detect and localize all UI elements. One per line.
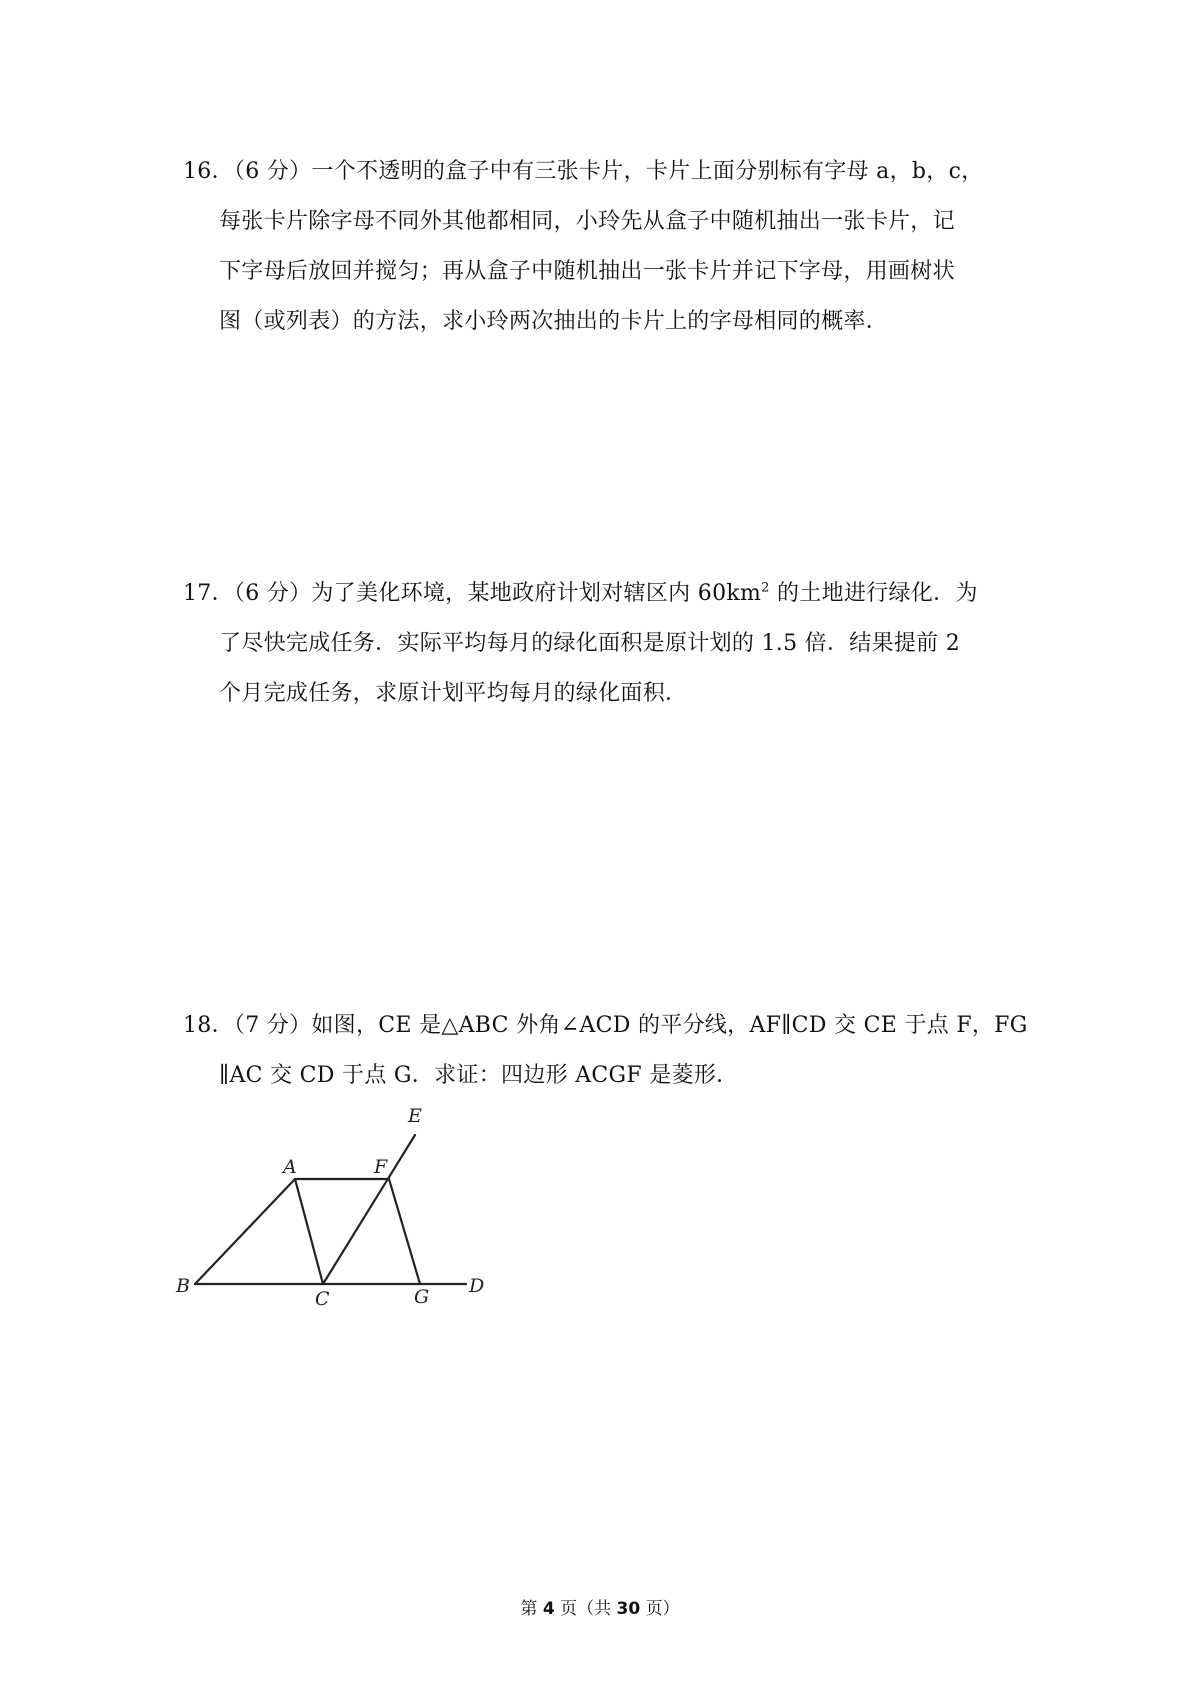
problem-17-line-1-text-b: 的土地进行绿化．为 <box>769 581 978 606</box>
problem-16-line-2: 每张卡片除字母不同外其他都相同，小玲先从盒子中随机抽出一张卡片，记 <box>219 209 955 234</box>
segment-fg <box>389 1179 420 1284</box>
problem-16-line-3: 下字母后放回并搅匀；再从盒子中随机抽出一张卡片并记下字母，用画树状 <box>219 259 955 284</box>
segment-ce <box>323 1135 415 1284</box>
segment-ab <box>195 1179 295 1284</box>
problem-17-line-3: 个月完成任务，求原计划平均每月的绿化面积． <box>219 681 688 706</box>
label-d: D <box>469 1275 485 1297</box>
problem-17-line-2: 了尽快完成任务．实际平均每月的绿化面积是原计划的 1.5 倍．结果提前 2 <box>219 631 961 656</box>
label-g: G <box>414 1286 430 1308</box>
superscript-exponent: 2 <box>761 580 770 596</box>
problem-17-line-1 <box>183 569 1033 619</box>
footer-page-number: 4 <box>542 1599 555 1619</box>
problem-18 <box>183 1001 1033 1101</box>
problem-17 <box>183 569 1033 719</box>
footer-middle: 页（共 <box>560 1599 612 1619</box>
label-c: C <box>315 1288 330 1310</box>
segment-ac <box>295 1179 323 1284</box>
label-a: A <box>283 1156 297 1178</box>
geometry-figure <box>178 1100 498 1310</box>
footer-total-pages: 30 <box>616 1599 641 1619</box>
page-footer <box>0 1594 1200 1619</box>
problem-18-line-1: 18．（7 分）如图，CE 是△ABC 外角∠ACD 的平分线，AF∥CD 交 CE 于点 F，FG <box>183 1013 1028 1038</box>
label-e: E <box>408 1105 422 1127</box>
label-b: B <box>176 1275 190 1297</box>
label-f: F <box>374 1156 388 1178</box>
footer-suffix: 页） <box>645 1599 680 1619</box>
problem-16-line-4: 图（或列表）的方法，求小玲两次抽出的卡片上的字母相同的概率． <box>219 309 889 334</box>
footer-prefix: 第 <box>520 1599 538 1619</box>
problem-18-line-2: ∥AC 交 CD 于点 G．求证：四边形 ACGF 是菱形． <box>219 1063 739 1088</box>
problem-16 <box>183 147 1033 347</box>
problem-17-line-1-text-a: 17．（6 分）为了美化环境，某地政府计划对辖区内 60km <box>183 581 762 606</box>
problem-16-line-1: 16．（6 分）一个不透明的盒子中有三张卡片，卡片上面分别标有字母 a，b，c， <box>183 159 984 184</box>
